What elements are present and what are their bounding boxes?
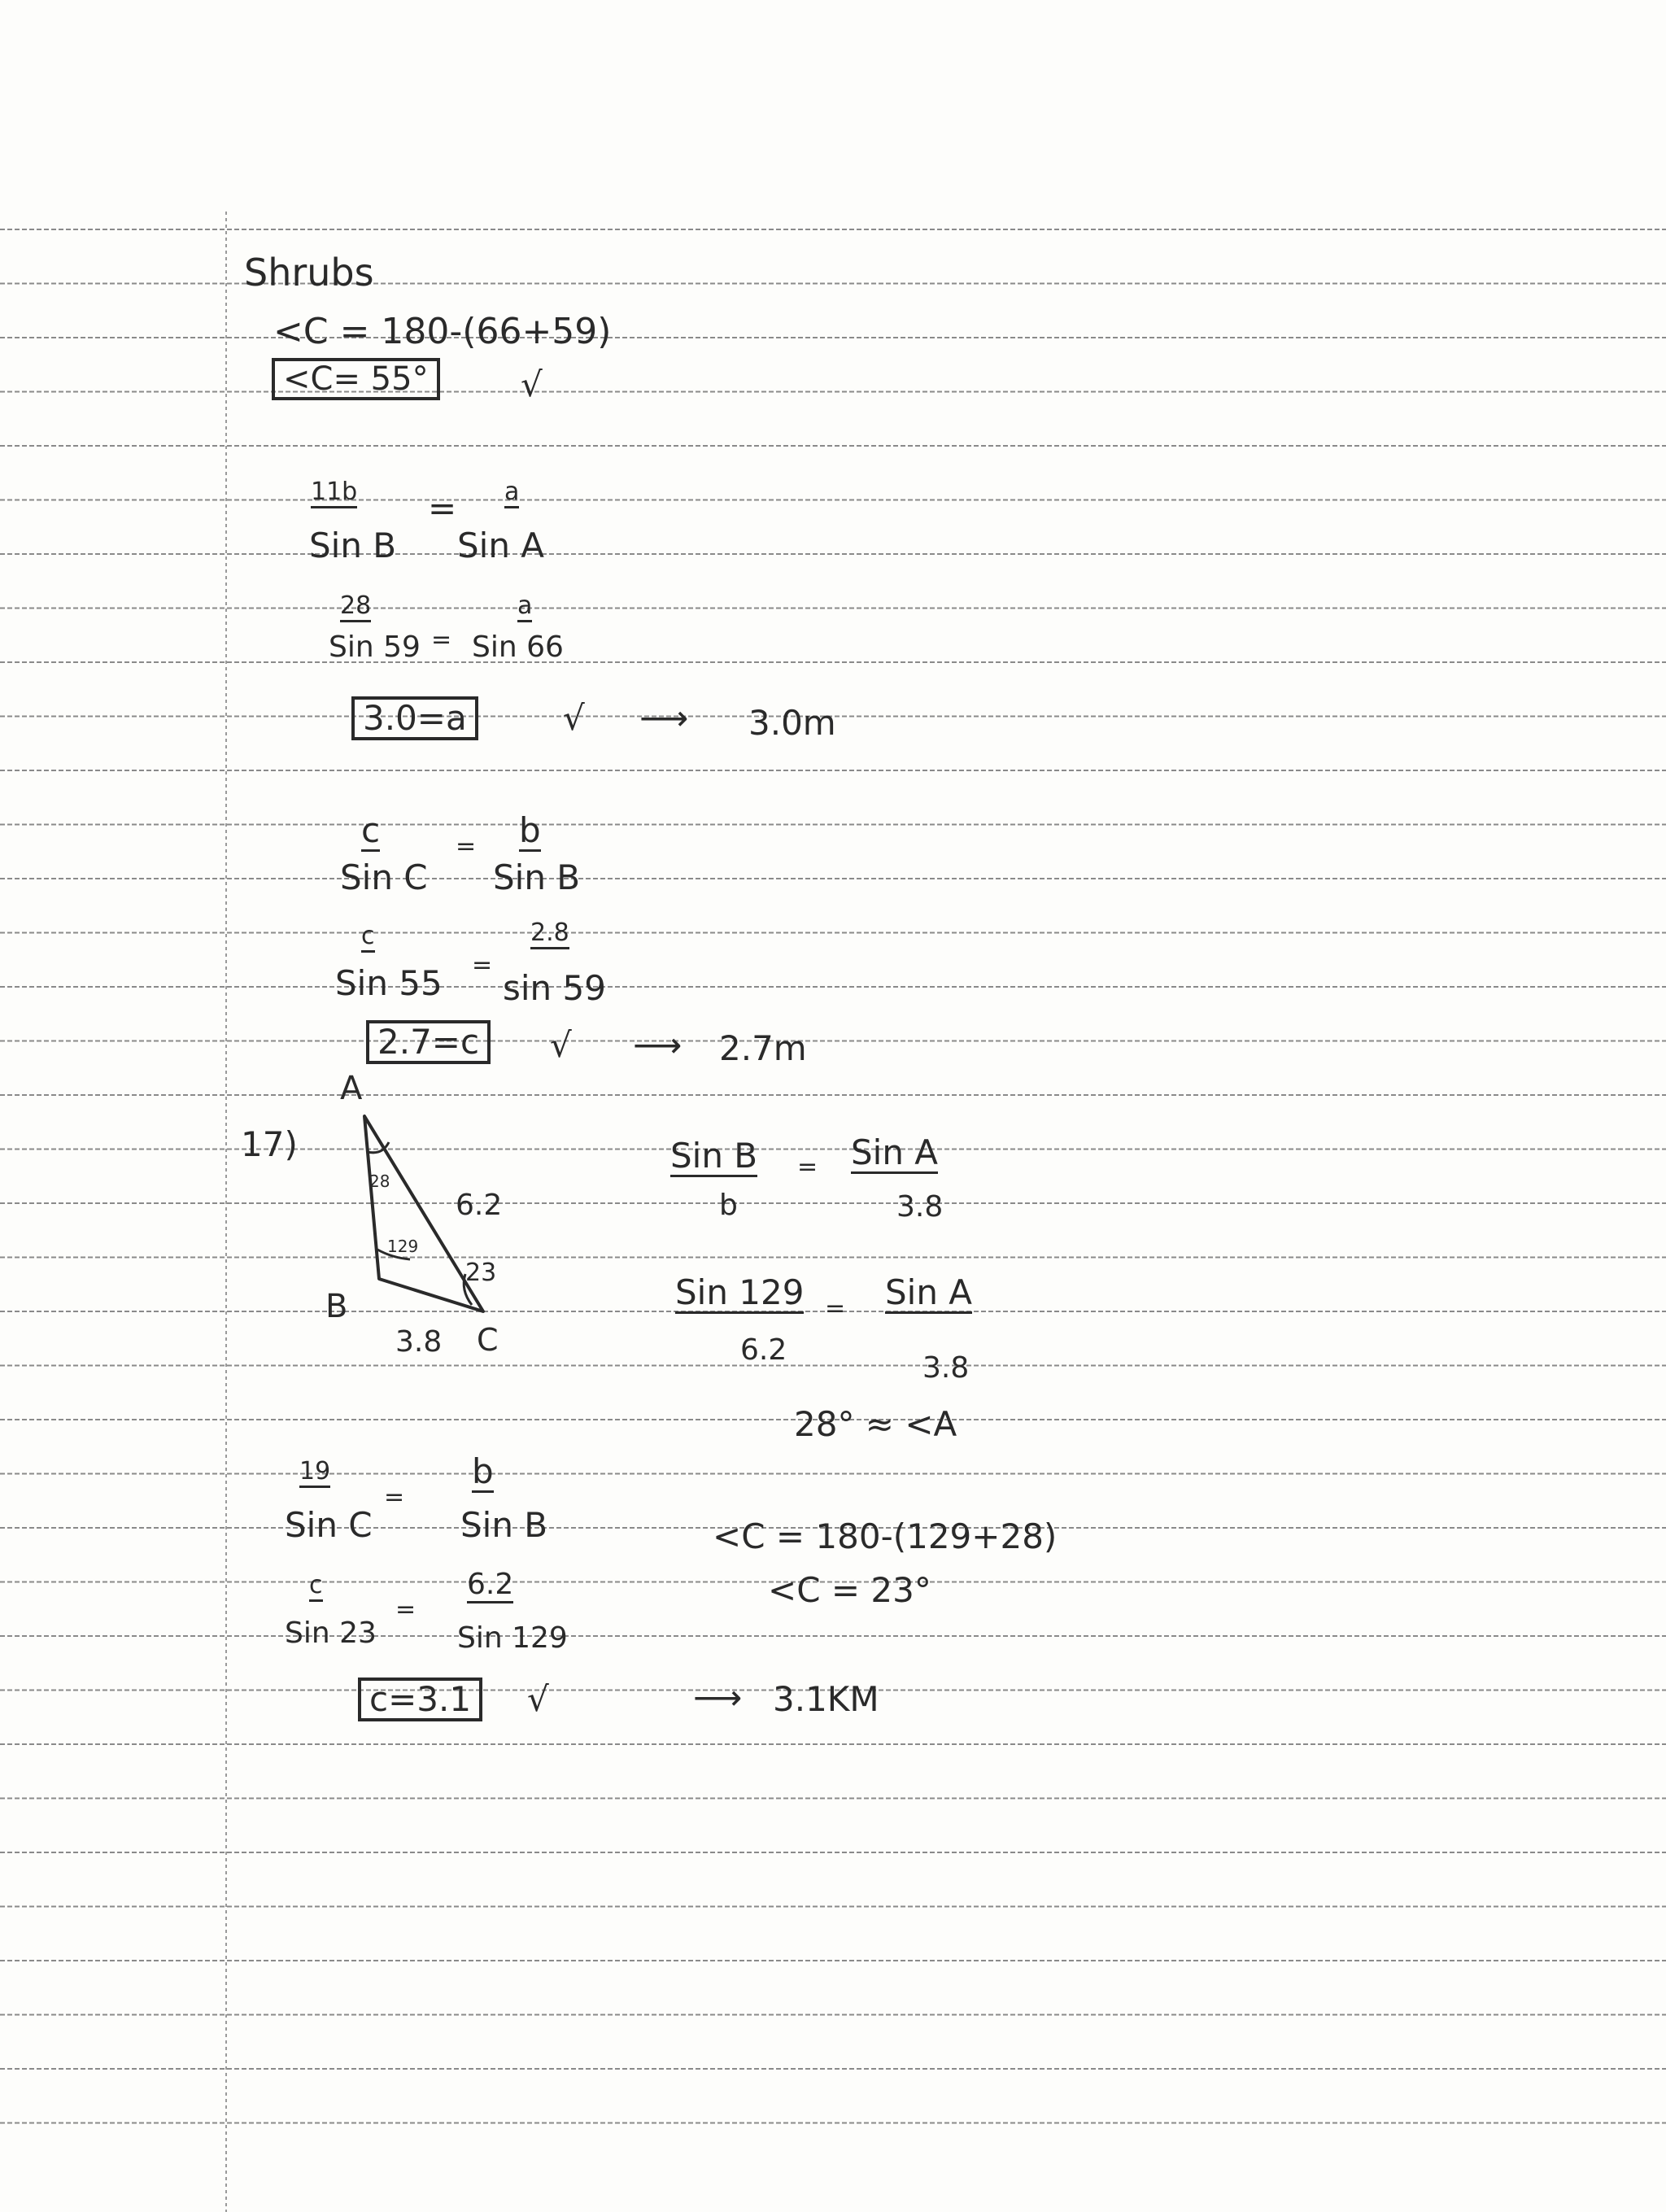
law1-top-left: 11b [311, 480, 357, 508]
sub3-top-right: 6.2 [467, 1570, 513, 1603]
law1-eq: = [428, 488, 457, 528]
law3-bottom-right: Sin B [460, 1505, 548, 1545]
result-c-2: c=3.1 [358, 1678, 482, 1721]
check-mark: √ [527, 1679, 549, 1719]
answer-c-2: 3.1KM [773, 1679, 879, 1719]
sub1-bottom-right: Sin 66 [472, 630, 564, 664]
vertex-b-label: B [325, 1288, 348, 1325]
sub1-top-right: a [517, 594, 532, 622]
side-bc-label: 3.8 [395, 1325, 443, 1359]
answer-c: 2.7m [719, 1028, 807, 1068]
angle-c-expression-2: <C = 180-(129+28) [713, 1516, 1058, 1556]
sub2-bottom-left: Sin 55 [335, 963, 443, 1003]
vertex-c-label: C [477, 1322, 499, 1358]
law3-eq: = [384, 1483, 405, 1512]
law2-bottom-right: Sin B [493, 857, 581, 897]
result-c: 2.7=c [366, 1020, 491, 1064]
answer-a: 3.0m [748, 703, 836, 743]
law2-eq: = [456, 832, 477, 861]
sub3-bottom-left: Sin 23 [285, 1616, 377, 1650]
sub2-top-left: c [361, 924, 375, 953]
sub1-top-left: 28 [340, 594, 371, 622]
problem-number: 17) [241, 1124, 298, 1164]
law3-top-left: 19 [299, 1459, 330, 1488]
law1-top-right: a [504, 480, 519, 508]
sub3-eq: = [395, 1595, 416, 1624]
law-bottom-right: 3.8 [896, 1190, 944, 1224]
sub1-eq: = [431, 626, 452, 654]
angle-a-result: 28° ≈ <A [794, 1404, 957, 1444]
law-eq: = [797, 1153, 818, 1181]
law1-bottom-right: Sin A [457, 526, 545, 565]
check-mark: √ [521, 364, 543, 404]
arrow: ⟶ [633, 1025, 683, 1065]
check-mark: √ [550, 1025, 572, 1065]
angle-c-result: <C= 55° [272, 358, 440, 400]
angle-c-result-2: <C = 23° [768, 1570, 931, 1610]
page-heading: Shrubs [244, 251, 374, 294]
sub-bottom-left: 6.2 [740, 1333, 787, 1367]
sub3-bottom-right: Sin 129 [457, 1621, 568, 1655]
law2-top-left: c [361, 810, 381, 850]
angle-c-expression: <C = 180-(66+59) [273, 311, 612, 352]
vertex-a-label: A [340, 1070, 363, 1107]
arrow: ⟶ [693, 1678, 743, 1717]
angle-c-label: 23 [465, 1259, 497, 1287]
law-top-right: Sin A [851, 1132, 939, 1172]
law3-bottom-left: Sin C [285, 1505, 373, 1545]
angle-b-label: 129 [387, 1237, 419, 1256]
sub2-eq: = [472, 951, 493, 979]
sub-top-right: Sin A [885, 1272, 973, 1312]
sub-top-left: Sin 129 [675, 1272, 805, 1312]
sub1-bottom-left: Sin 59 [329, 630, 421, 664]
arrow: ⟶ [639, 698, 689, 738]
result-a: 3.0=a [351, 696, 478, 740]
check-mark: √ [563, 698, 585, 738]
sub2-top-right: 2.8 [530, 921, 569, 949]
law2-top-right: b [519, 810, 541, 850]
sub-bottom-right: 3.8 [922, 1351, 970, 1385]
side-ac-label: 6.2 [456, 1189, 503, 1222]
law2-bottom-left: Sin C [340, 857, 428, 897]
law1-bottom-left: Sin B [309, 526, 397, 565]
law3-top-right: b [472, 1451, 494, 1491]
sub-eq: = [825, 1294, 846, 1323]
law-bottom-left: b [719, 1189, 738, 1222]
sub2-bottom-right: sin 59 [503, 968, 606, 1008]
angle-a-label: 28 [369, 1171, 390, 1191]
sub3-top-left: c [309, 1573, 323, 1602]
law-top-left: Sin B [670, 1136, 758, 1176]
